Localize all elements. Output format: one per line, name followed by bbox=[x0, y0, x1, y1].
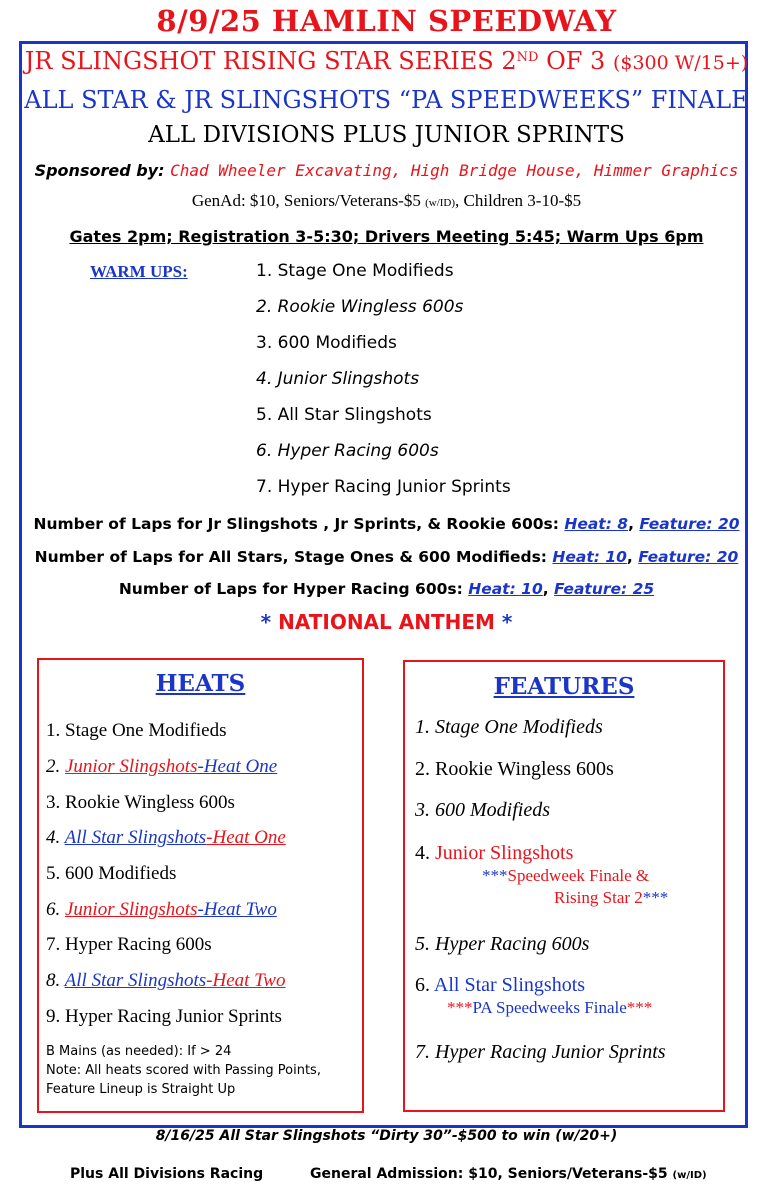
warmup-item: 7. Hyper Racing Junior Sprints bbox=[256, 477, 511, 497]
heat-item: 3. Rookie Wingless 600s bbox=[46, 792, 235, 813]
laps-line: Number of Laps for Hyper Racing 600s: Heat: 10, Feature: 25 bbox=[118, 580, 655, 598]
feature-item: 6. All Star Slingshots bbox=[415, 974, 586, 996]
footer-promo: 8/16/25 All Star Slingshots “Dirty 30”-$500 to win (w/20+) bbox=[155, 1128, 618, 1144]
heat-item: 2. Junior Slingshots-Heat One bbox=[46, 756, 278, 777]
features-title: FEATURES bbox=[493, 673, 635, 700]
series-line: JR SLINGSHOT RISING STAR SERIES 2ND OF 3 ($300 W/15+) bbox=[24, 47, 749, 75]
warmups-label: WARM UPS: bbox=[90, 262, 188, 281]
feature-subtitle: ***PA Speedweeks Finale*** bbox=[447, 998, 653, 1017]
heat-item: 4. All Star Slingshots-Heat One bbox=[46, 827, 286, 848]
national-anthem: * NATIONAL ANTHEM * bbox=[260, 610, 513, 634]
feature-item: 4. Junior Slingshots bbox=[415, 842, 574, 864]
finale-line: ALL STAR & JR SLINGSHOTS “PA SPEEDWEEKS” FINALE bbox=[24, 86, 749, 114]
heat-item: 8. All Star Slingshots-Heat Two bbox=[46, 970, 286, 991]
page-title: 8/9/25 HAMLIN SPEEDWAY bbox=[156, 4, 617, 38]
feature-item: 5. Hyper Racing 600s bbox=[415, 933, 590, 955]
heat-item: 1. Stage One Modifieds bbox=[46, 720, 227, 741]
warmup-item: 2. Rookie Wingless 600s bbox=[256, 297, 464, 317]
footer-divisions: Plus All Divisions Racing bbox=[70, 1166, 264, 1182]
heats-box bbox=[37, 658, 364, 1113]
schedule-line: Gates 2pm; Registration 3-5:30; Drivers Meeting 5:45; Warm Ups 6pm bbox=[69, 227, 704, 246]
feature-item: 7. Hyper Racing Junior Sprints bbox=[415, 1041, 666, 1063]
heat-item: 9. Hyper Racing Junior Sprints bbox=[46, 1006, 282, 1027]
feature-subtitle: ***Speedweek Finale & bbox=[482, 866, 650, 885]
laps-line: Number of Laps for Jr Slingshots , Jr Sprints, & Rookie 600s: Heat: 8, Feature: 20 bbox=[33, 515, 740, 533]
feature-item: 3. 600 Modifieds bbox=[415, 799, 550, 821]
footer-admission: General Admission: $10, Seniors/Veterans-$5 (w/ID) bbox=[310, 1166, 707, 1182]
warmup-item: 3. 600 Modifieds bbox=[256, 333, 397, 353]
feature-subtitle: Rising Star 2*** bbox=[554, 888, 669, 907]
sponsor-line: Sponsored by: Chad Wheeler Excavating, High Bridge House, Himmer Graphics bbox=[34, 161, 739, 180]
heat-item: 5. 600 Modifieds bbox=[46, 863, 177, 884]
warmup-item: 5. All Star Slingshots bbox=[256, 405, 432, 425]
laps-line: Number of Laps for All Stars, Stage Ones & 600 Modifieds: Heat: 10, Feature: 20 bbox=[34, 548, 739, 566]
features-box bbox=[403, 660, 725, 1112]
warmup-item: 4. Junior Slingshots bbox=[256, 369, 420, 389]
warmup-item: 1. Stage One Modifieds bbox=[256, 261, 454, 281]
divisions-line: ALL DIVISIONS PLUS JUNIOR SPRINTS bbox=[148, 122, 625, 148]
feature-item: 2. Rookie Wingless 600s bbox=[415, 758, 614, 780]
warmup-item: 6. Hyper Racing 600s bbox=[256, 441, 439, 461]
heat-item: 6. Junior Slingshots-Heat Two bbox=[46, 899, 277, 920]
admission-line: GenAd: $10, Seniors/Veterans-$5 (w/ID), Children 3-10-$5 bbox=[191, 191, 582, 210]
heats-note: B Mains (as needed): If > 24 Note: All heats scored with Passing Points, Feature Lineup is Straight Up bbox=[46, 1044, 321, 1097]
heat-item: 7. Hyper Racing 600s bbox=[46, 934, 212, 955]
feature-item: 1. Stage One Modifieds bbox=[415, 716, 603, 738]
heats-title: HEATS bbox=[155, 670, 246, 697]
